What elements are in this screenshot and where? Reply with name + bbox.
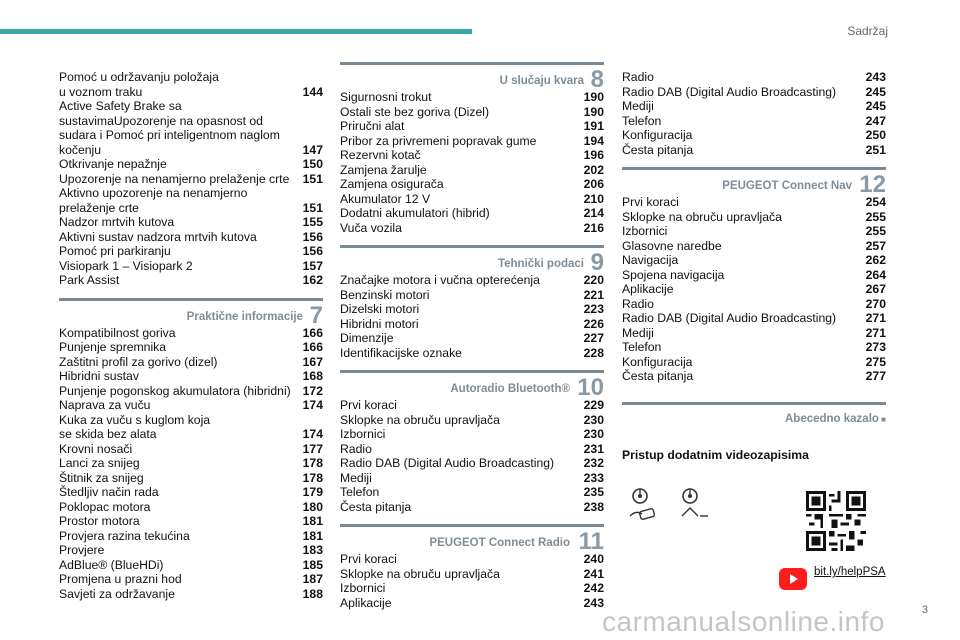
toc-entry[interactable] (59, 587, 323, 602)
toc-list (59, 326, 323, 602)
toc-entry[interactable] (340, 273, 604, 288)
toc-entry-page: 257 (865, 238, 886, 253)
section-number: 11 (578, 528, 604, 555)
toc-entry-title: Hibridni sustav (59, 369, 139, 383)
toc-entry-title: Glasovne naredbe (622, 238, 722, 253)
toc-entry[interactable] (340, 567, 604, 582)
page-title: Sadržaj (847, 24, 888, 38)
toc-entry[interactable] (340, 500, 604, 515)
toc-list (622, 70, 886, 157)
toc-entry[interactable] (59, 230, 323, 245)
toc-entry-page: 166 (302, 340, 323, 354)
toc-entry-title: Sigurnosni trokut (340, 90, 432, 104)
toc-entry-title: Benzinski motori (340, 287, 430, 302)
toc-entry-title: Zaštitni profil za gorivo (dizel) (59, 354, 218, 369)
toc-entry[interactable] (622, 340, 886, 355)
section-10 (340, 370, 604, 514)
toc-entry-title: Telefon (622, 340, 662, 354)
toc-entry-page: 245 (865, 84, 886, 99)
toc-entry-page: 178 (302, 456, 323, 470)
toc-entry[interactable] (59, 369, 323, 384)
toc-entry[interactable] (340, 288, 604, 303)
toc-entry-page: 167 (302, 354, 323, 369)
toc-entry[interactable] (340, 427, 604, 442)
toc-entry-page: 241 (583, 566, 604, 581)
toc-entry-title: Sklopke na obruču upravljača (340, 566, 500, 581)
qr-code-icon[interactable] (806, 491, 866, 551)
toc-entry-page: 227 (583, 331, 604, 345)
toc-entry-title: Pribor za privremeni popravak gume (340, 133, 537, 148)
toc-entry-page: 270 (865, 296, 886, 311)
toc-entry-page: 174 (302, 398, 323, 412)
section-title: PEUGEOT Connect Radio (429, 537, 570, 549)
toc-entry-title: Zamjena osigurača (340, 177, 444, 191)
toc-entry-page: 151 (302, 171, 323, 186)
toc-entry-page: 196 (583, 148, 604, 162)
toc-entry-title: Pomoć pri parkiranju (59, 244, 171, 258)
toc-entry[interactable] (340, 442, 604, 457)
toc-entry-title: Priručni alat (340, 119, 405, 133)
video-link[interactable]: bit.ly/helpPSA (814, 566, 886, 578)
toc-entry-page: 185 (302, 557, 323, 572)
header-accent-bar (0, 29, 472, 34)
toc-entry-page: 243 (865, 70, 886, 84)
toc-entry-page: 178 (302, 470, 323, 485)
section-number: 8 (590, 66, 604, 93)
toc-entry-page: 250 (865, 128, 886, 142)
toc-entry[interactable] (340, 581, 604, 596)
section-number: 7 (309, 301, 323, 329)
toc-entry[interactable] (622, 114, 886, 129)
toc-entry-page: 232 (583, 456, 604, 470)
toc-entry-page: 210 (583, 191, 604, 206)
toc-entry-title: Izbornici (340, 581, 386, 595)
toc-entry-title: Otkrivanje nepažnje (59, 157, 167, 171)
toc-list (340, 273, 604, 360)
toc-entry-title: Česta pitanja (622, 369, 694, 383)
toc-list (59, 70, 323, 288)
toc-entry-page: 166 (302, 325, 323, 340)
section-8 (340, 62, 604, 235)
toc-entry[interactable] (622, 239, 886, 254)
toc-entry[interactable] (59, 514, 323, 529)
toc-entry-page: 202 (583, 162, 604, 177)
toc-entry[interactable] (340, 398, 604, 413)
toc-entry-page: 187 (302, 572, 323, 586)
toc-entry-title: Akumulator 12 V (340, 191, 431, 206)
toc-entry-page: 190 (583, 90, 604, 104)
toc-entry-title: Štedljiv način rada (59, 485, 159, 499)
toc-entry-title: Radio (622, 70, 654, 84)
toc-entry-title: Zamjena žarulje (340, 162, 427, 177)
toc-entry-page: 172 (302, 383, 323, 398)
toc-entry-page: 262 (865, 253, 886, 267)
toc-entry-title: Štitnik za snijeg (59, 470, 144, 485)
toc-entry[interactable] (59, 485, 323, 500)
toc-entry-page: 223 (583, 302, 604, 316)
toc-entry[interactable] (59, 543, 323, 558)
toc-entry-page: 273 (865, 340, 886, 354)
section-7 (59, 298, 323, 602)
toc-entry[interactable] (622, 268, 886, 283)
toc-entry-title: Izbornici (622, 224, 668, 238)
video-section-title: Pristup dodatnim videozapisima (622, 448, 809, 462)
toc-entry-title: Telefon (340, 485, 380, 499)
toc-entry-page: 181 (302, 528, 323, 543)
page-number: 3 (921, 604, 928, 616)
toc-entry-title: Radio DAB (Digital Audio Broadcasting) (622, 84, 837, 99)
toc-entry-page: 181 (302, 514, 323, 528)
toc-entry-title: Upozorenje na nenamjerno prelaženje crte (59, 171, 290, 186)
toc-entry-title: Dodatni akumulatori (hibrid) (340, 206, 490, 220)
toc-entry[interactable] (622, 99, 886, 114)
toc-entry-title: Hibridni motori (340, 316, 419, 331)
toc-entry-title: Dizelski motori (340, 302, 420, 316)
toc-entry-page: 255 (865, 209, 886, 224)
index-title: Abecedno kazalo ■ (785, 413, 886, 425)
toc-entry[interactable] (340, 485, 604, 500)
toc-entry[interactable] (340, 596, 604, 611)
toc-entry-title: Mediji (622, 99, 654, 113)
toc-entry-title: Prvi koraci (622, 195, 679, 209)
toc-entry-title: Punjenje spremnika (59, 340, 167, 354)
toc-entry-page: 214 (583, 206, 604, 220)
toc-entry[interactable] (340, 346, 604, 361)
toc-entry-page: 271 (865, 325, 886, 340)
toc-entry-page: 144 (302, 84, 323, 99)
toc-entry-title: Provjera razina tekućina (59, 528, 190, 543)
section-number: 12 (859, 171, 886, 198)
toc-entry[interactable] (622, 297, 886, 312)
toc-entry-title: Značajke motora i vučna opterećenja (340, 273, 540, 287)
toc-entry[interactable] (59, 456, 323, 471)
section-11 (340, 524, 604, 610)
toc-entry-title: Navigacija (622, 253, 679, 267)
toc-entry[interactable] (340, 119, 604, 134)
toc-entry-page: 162 (302, 273, 323, 287)
toc-entry[interactable] (340, 148, 604, 163)
toc-entry-title: Česta pitanja (340, 499, 412, 514)
toc-entry[interactable] (340, 331, 604, 346)
toc-entry-page: 228 (583, 345, 604, 360)
toc-entry-page: 264 (865, 267, 886, 282)
toc-list (340, 90, 604, 235)
toc-entry[interactable] (59, 471, 323, 486)
toc-entry[interactable] (59, 558, 323, 573)
toc-entry-title: Spojena navigacija (622, 267, 725, 282)
toc-list (340, 398, 604, 514)
section-title: U slučaju kvara (499, 75, 584, 87)
toc-list (622, 195, 886, 384)
toc-entry[interactable] (59, 355, 323, 370)
toc-entry[interactable] (59, 99, 323, 157)
toc-entry-page: 235 (583, 485, 604, 499)
toc-entry-title: Naprava za vuču (59, 398, 151, 412)
toc-entry[interactable] (340, 552, 604, 567)
section-title: Tehnički podaci (497, 258, 584, 270)
toc-entry-page: 238 (583, 499, 604, 514)
toc-entry[interactable] (622, 355, 886, 370)
toc-entry[interactable] (340, 192, 604, 207)
toc-entry-page: 206 (583, 177, 604, 191)
toc-entry[interactable] (622, 128, 886, 143)
toc-entry-page: 155 (302, 215, 323, 229)
toc-entry[interactable] (59, 186, 323, 215)
toc-entry-title: Aplikacije (340, 595, 392, 610)
toc-entry[interactable] (622, 311, 886, 326)
toc-entry[interactable] (622, 282, 886, 297)
toc-entry-title: Radio (622, 296, 654, 311)
toc-entry[interactable] (340, 163, 604, 178)
toc-entry-title: Nadzor mrtvih kutova (59, 215, 175, 229)
toc-entry[interactable] (340, 221, 604, 236)
toc-entry[interactable] (59, 172, 323, 187)
toc-entry-page: 243 (583, 595, 604, 610)
toc-entry[interactable] (59, 244, 323, 259)
toc-entry[interactable] (340, 206, 604, 221)
toc-entry-title: Park Assist (59, 273, 120, 287)
toc-entry[interactable] (59, 273, 323, 288)
toc-entry[interactable] (340, 302, 604, 317)
toc-entry[interactable] (340, 177, 604, 192)
toc-entry-page: 254 (865, 195, 886, 209)
toc-entry[interactable] (59, 384, 323, 399)
toc-entry-title: AdBlue® (BlueHDi) (59, 557, 164, 572)
toc-entry-page: 251 (865, 142, 886, 157)
toc-entry[interactable] (59, 500, 323, 515)
toc-entry[interactable] (59, 442, 323, 457)
toc-entry-page: 240 (583, 552, 604, 566)
youtube-icon[interactable] (779, 568, 807, 590)
toc-entry-page: 156 (302, 229, 323, 244)
watermark: carmanualsonline.info (602, 606, 885, 637)
toc-entry-title: Savjeti za održavanje (59, 586, 175, 601)
toc-entry-title: Prvi koraci (340, 552, 397, 566)
toc-entry-title: Česta pitanja (622, 142, 694, 157)
toc-column-3 (622, 70, 886, 427)
toc-entry-page: 255 (865, 224, 886, 238)
toc-entry-title: Prostor motora (59, 514, 140, 528)
toc-entry[interactable] (622, 253, 886, 268)
toc-entry-title: Poklopac motora (59, 499, 151, 514)
toc-entry[interactable] (622, 326, 886, 341)
toc-entry[interactable] (59, 157, 323, 172)
toc-entry-page: 247 (865, 113, 886, 128)
index-section[interactable] (622, 402, 886, 427)
toc-entry[interactable] (59, 529, 323, 544)
toc-entry-title: Konfiguracija (622, 128, 693, 142)
toc-entry-title: Konfiguracija (622, 354, 693, 369)
toc-entry-title: Visiopark 1 – Visiopark 2 (59, 258, 193, 273)
toc-entry-title: Provjere (59, 543, 105, 557)
toc-entry-title: Aktivno upozorenje na nenamjerno prelaženje crte (59, 186, 248, 215)
toc-entry-page: 230 (583, 412, 604, 427)
toc-column-1 (59, 70, 323, 601)
section-12 (622, 167, 886, 384)
section-title: Praktične informacije (186, 310, 303, 323)
toc-entry[interactable] (622, 85, 886, 100)
toc-entry-title: Kompatibilnost goriva (59, 325, 176, 340)
toc-entry-title: Promjena u prazni hod (59, 572, 182, 586)
toc-entry-title: Pomoć u održavanju položaja u voznom traku (59, 70, 219, 99)
toc-entry-title: Mediji (622, 325, 654, 340)
toc-entry-title: Radio DAB (Digital Audio Broadcasting) (340, 456, 555, 470)
toc-entry[interactable] (622, 195, 886, 210)
toc-entry[interactable] (622, 70, 886, 85)
toc-entry[interactable] (59, 326, 323, 341)
toc-entry[interactable] (622, 210, 886, 225)
toc-entry-page: 177 (302, 441, 323, 456)
toc-entry-page: 147 (302, 142, 323, 157)
toc-entry-page: 180 (302, 499, 323, 514)
toc-entry-title: Krovni nosači (59, 441, 133, 456)
toc-entry-page: 271 (865, 311, 886, 325)
toc-entry[interactable] (59, 572, 323, 587)
toc-entry-title: Aktivni sustav nadzora mrtvih kutova (59, 229, 257, 244)
toc-entry[interactable] (340, 471, 604, 486)
toc-entry-title: Radio (340, 441, 372, 456)
steering-wheel-phone-icon (626, 486, 662, 522)
toc-entry-page: 157 (302, 258, 323, 273)
toc-entry-page: 221 (583, 287, 604, 302)
toc-entry-title: Radio DAB (Digital Audio Broadcasting) (622, 311, 837, 325)
toc-entry-title: Kuka za vuču s kuglom koja se skida bez alata (59, 412, 211, 441)
toc-entry-title: Aplikacije (622, 282, 674, 296)
toc-entry-page: 226 (583, 316, 604, 331)
toc-entry-page: 190 (583, 104, 604, 119)
section-9 (340, 245, 604, 360)
section-number: 10 (577, 374, 604, 401)
toc-list (340, 552, 604, 610)
toc-entry[interactable] (59, 215, 323, 230)
toc-entry-title: Prvi koraci (340, 398, 397, 412)
toc-entry-page: 188 (302, 586, 323, 601)
toc-entry-page: 150 (302, 157, 323, 171)
toc-entry-page: 216 (583, 220, 604, 235)
toc-column-2 (340, 62, 604, 610)
toc-entry[interactable] (340, 317, 604, 332)
toc-entry-page: 233 (583, 470, 604, 485)
toc-entry-page: 245 (865, 99, 886, 113)
section-number: 9 (590, 249, 604, 276)
toc-entry[interactable] (340, 134, 604, 149)
toc-entry-page: 220 (583, 273, 604, 287)
toc-entry-title: Vuča vozila (340, 220, 402, 235)
toc-entry-page: 230 (583, 427, 604, 441)
toc-entry-title: Telefon (622, 113, 662, 128)
toc-entry-page: 242 (583, 581, 604, 595)
toc-entry[interactable] (59, 398, 323, 413)
toc-entry-title: Ostali ste bez goriva (Dizel) (340, 104, 490, 119)
toc-entry-page: 267 (865, 282, 886, 296)
toc-entry-page: 191 (583, 119, 604, 133)
toc-entry-title: Punjenje pogonskog akumulatora (hibridni) (59, 383, 291, 398)
toc-entry-title: Active Safety Brake sa sustavimaUpozorenje na opasnost od sudara i Pomoć pri inteligentnom naglom kočenju (59, 99, 280, 157)
section-title: PEUGEOT Connect Nav (722, 180, 852, 192)
toc-entry-page: 168 (302, 369, 323, 383)
toc-entry[interactable] (340, 456, 604, 471)
toc-entry[interactable] (59, 413, 323, 442)
toc-entry-page: 231 (583, 441, 604, 456)
toc-entry-title: Rezervni kotač (340, 148, 421, 162)
toc-entry-page: 277 (865, 369, 886, 383)
toc-entry[interactable] (59, 340, 323, 355)
section-title: Autoradio Bluetooth® (450, 383, 570, 395)
toc-entry[interactable] (59, 70, 323, 99)
toc-entry[interactable] (340, 105, 604, 120)
toc-entry[interactable] (622, 369, 886, 384)
toc-entry-title: Sklopke na obruču upravljača (340, 412, 500, 427)
toc-entry-title: Izbornici (340, 427, 386, 441)
toc-entry-title: Identifikacijske oznake (340, 345, 462, 360)
toc-entry-page: 183 (302, 543, 323, 557)
toc-entry-page: 151 (302, 200, 323, 215)
toc-entry-page: 156 (302, 244, 323, 258)
toc-entry[interactable] (622, 143, 886, 158)
toc-entry[interactable] (622, 224, 886, 239)
steering-wheel-road-icon (676, 486, 712, 522)
toc-entry[interactable] (340, 90, 604, 105)
toc-entry-title: Mediji (340, 470, 372, 485)
toc-entry-page: 275 (865, 354, 886, 369)
toc-entry-page: 174 (302, 427, 323, 441)
toc-entry[interactable] (59, 259, 323, 274)
toc-entry[interactable] (340, 413, 604, 428)
toc-entry-title: Dimenzije (340, 331, 394, 345)
toc-entry-page: 179 (302, 485, 323, 499)
toc-entry-page: 194 (583, 133, 604, 148)
toc-entry-title: Sklopke na obruču upravljača (622, 209, 782, 224)
toc-entry-title: Lanci za snijeg (59, 456, 140, 470)
toc-entry-page: 229 (583, 398, 604, 412)
